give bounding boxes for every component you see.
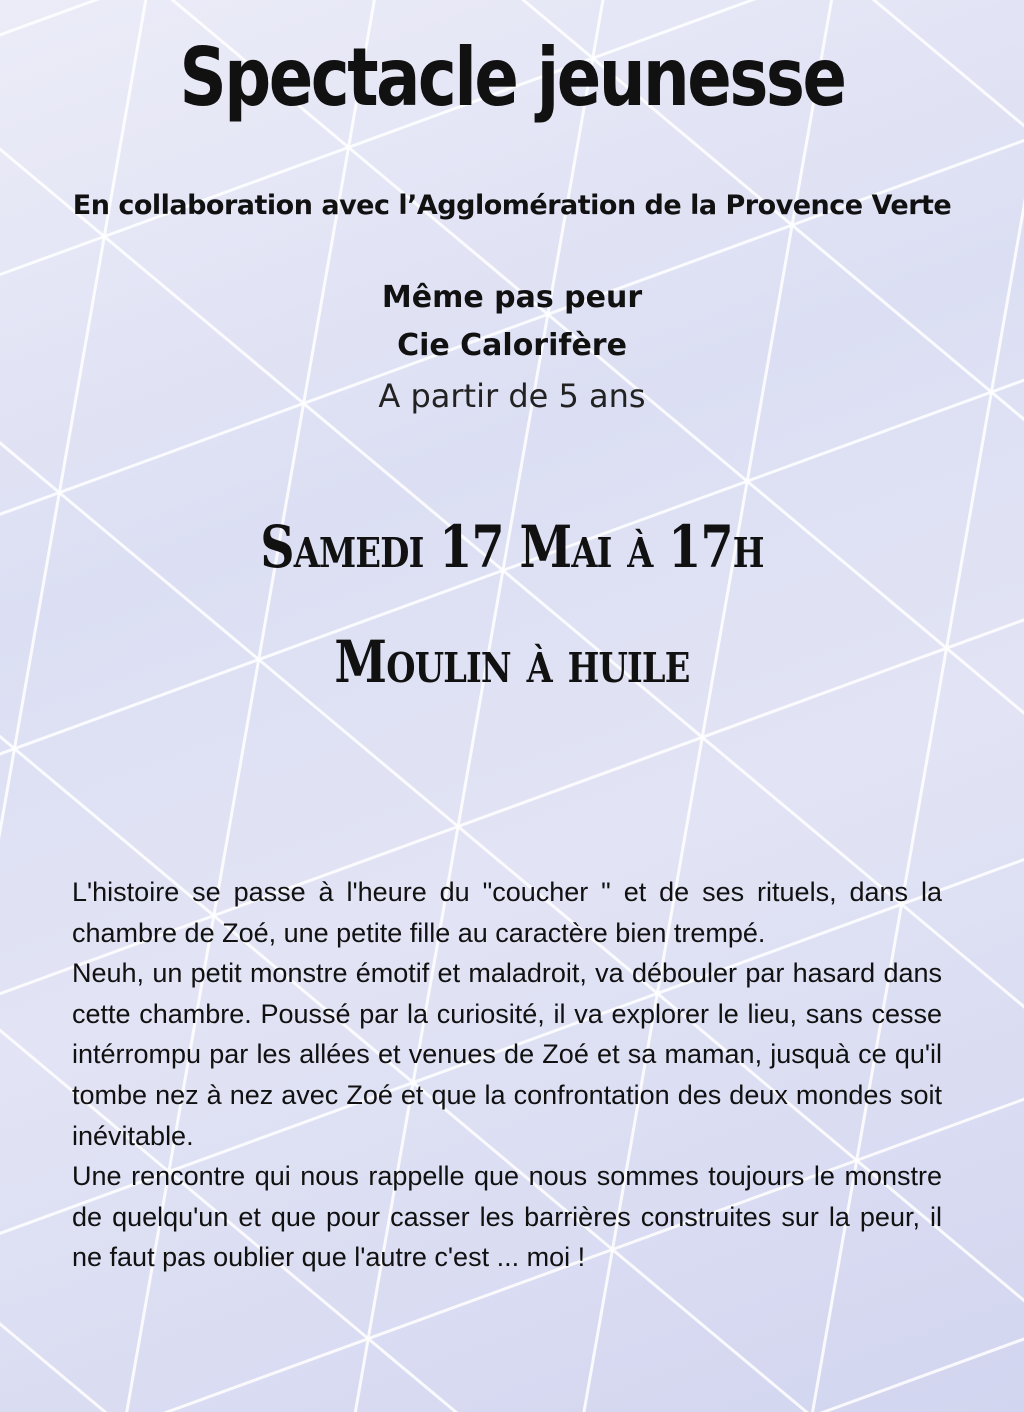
description-paragraph: Une rencontre qui nous rappelle que nous sommes toujours le monstre de quelqu'un et que pour casser les barrières construites sur la peur, il ne faut pas oublier que l'autre c'est ... moi !: [72, 1161, 942, 1273]
show-name: Même pas peur: [381, 280, 643, 315]
poster-title: Spectacle jeunesse: [179, 31, 845, 124]
collaboration-line: En collaboration avec l’Agglomération de la Provence Verte: [72, 190, 952, 221]
description-paragraph: L'histoire se passe à l'heure du "coucher " et de ses rituels, dans la chambre de Zoé, une petite fille au caractère bien trempé.: [72, 877, 942, 948]
description-paragraph: Neuh, un petit monstre émotif et maladroit, va débouler par hasard dans cette chambre. Poussé par la curiosité, il va explorer le lieu, sans cesse intérrompu par les allées et venues de Zoé et sa maman, jusquà ce qu'il tombe nez à nez avec Zoé et que la confrontation des deux mondes soit inévitable.: [72, 958, 942, 1151]
event-venue: Moulin à huile: [334, 628, 690, 696]
company-name: Cie Calorifère: [397, 328, 627, 363]
description: [72, 872, 942, 1278]
event-date: Samedi 17 Mai à 17h: [260, 513, 764, 581]
age-range: A partir de 5 ans: [378, 377, 646, 415]
